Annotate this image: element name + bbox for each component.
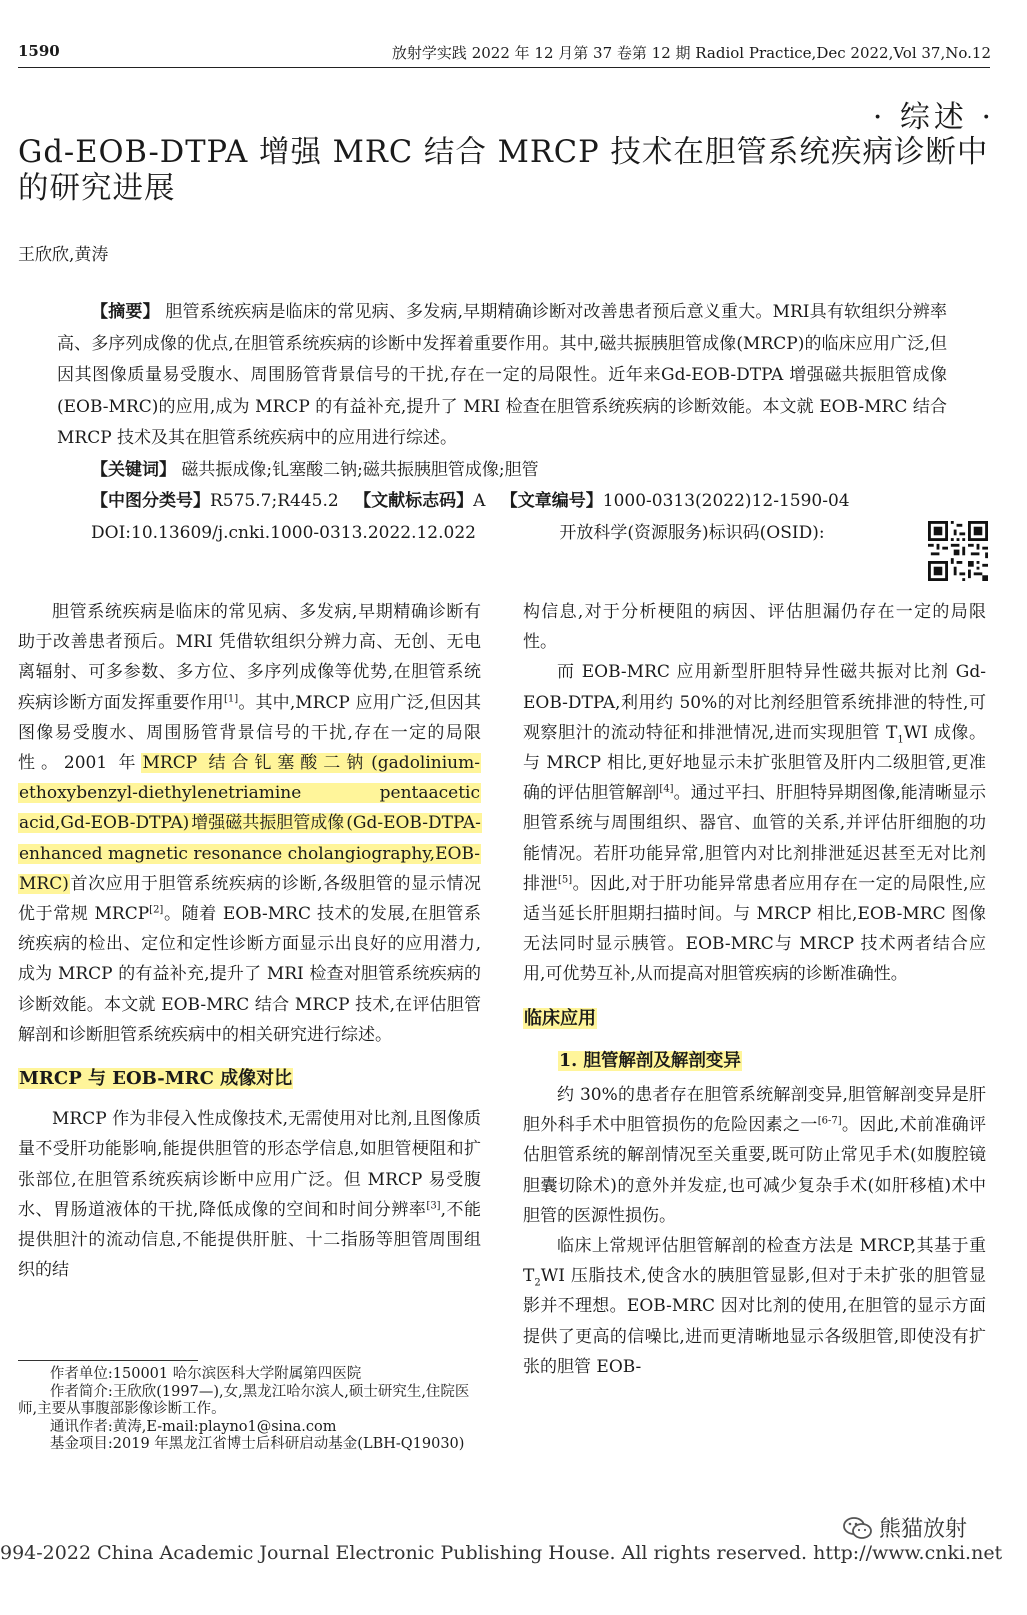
text-run: WI 成像。与 MRCP 相比,更好地显示未扩张胆管及肝内二级胆管,更准确的评估胆管解剖 bbox=[523, 722, 986, 804]
section-tag: · 综述 · bbox=[872, 100, 995, 135]
right-paragraph-2 bbox=[523, 1080, 986, 1231]
journal-running-header: 放射学实践 2022 年 12 月第 37 卷第 12 期 Radiol Practice,Dec 2022,Vol 37,No.12 bbox=[391, 44, 991, 62]
text-run: 。其中,MRCP 应用广泛,但因其图像易受腹水、周围肠管背景信号的干扰,存在一定的局限性。2001 年 bbox=[18, 692, 481, 774]
article-number-label: 【文章编号】 bbox=[500, 491, 603, 511]
text-run: ,不能提供胆汁的流动信息,不能提供肝脏、十二指肠等胆管周围组织的结 bbox=[18, 1199, 481, 1281]
left-column bbox=[18, 597, 481, 1285]
clc-value: R575.7;R445.2 bbox=[210, 491, 339, 511]
text-run: 约 30%的患者存在胆管系统解剖变异,胆管解剖变异是肝胆外科手术中胆管损伤的危险因素之一 bbox=[523, 1085, 986, 1136]
subscript: 2 bbox=[534, 1277, 541, 1289]
text-run: MRCP 作为非侵入性成像技术,无需使用对比剂,且图像质量不受肝功能影响,能提供胆管的形态学信息,如胆管梗阻和扩张部位,在胆管系统疾病诊断中应用广泛。但 MRCP 易受腹水、胃肠道液体的干扰,降低成像的空间和时间分辨率 bbox=[18, 1109, 481, 1220]
subsection-heading-anatomy bbox=[523, 1046, 986, 1076]
text-run: 。随着 EOB-MRC 技术的发展,在胆管系统疾病的检出、定位和定性诊断方面显示出良好的应用潜力,成为 MRCP 的有益补充,提升了 MRI 检查对胆管系统疾病的诊断效能。本文就 EOB-MRC 结合 MRCP 技术,在评估胆管解剖和诊断胆管系统疾病中的相关研究进行综述。 bbox=[18, 904, 481, 1045]
footnote-corresponding: 通讯作者:黄涛,E-mail:playno1@sina.com bbox=[49, 1418, 337, 1435]
section-heading-text: MRCP 与 EOB-MRC 成像对比 bbox=[19, 1068, 293, 1090]
classification-line bbox=[57, 486, 947, 518]
text-run: 而 EOB-MRC 应用新型肝胆特异性磁共振对比剂 Gd-EOB-DTPA,利用约 50%的对比剂经胆管系统排泄的特性,可观察胆汁的流动特征和排泄情况,进而实现胆管 T bbox=[523, 662, 986, 743]
page-number: 1590 bbox=[18, 42, 60, 60]
subscript: 1 bbox=[897, 734, 904, 746]
footnote-rule bbox=[18, 1360, 198, 1361]
highlighted-text: (Gd-EOB-DTPA-enhanced magnetic resonance cholangiography,EOB-MRC) bbox=[19, 813, 481, 894]
citation-ref[interactable]: [1] bbox=[223, 692, 239, 704]
keywords-line bbox=[57, 455, 947, 487]
text-run: 。通过平扫、肝胆特异期图像,能清晰显示胆管系统与周围组织、器官、血管的关系,并评估肝细胞的功能情况。若肝功能异常,胆管内对比剂排泄延迟甚至无对比剂排泄 bbox=[523, 783, 986, 894]
clc-label: 【中图分类号】 bbox=[91, 491, 210, 511]
doi-line bbox=[57, 518, 947, 550]
keywords: 磁共振成像;钆塞酸二钠;磁共振胰胆管成像;胆管 bbox=[176, 459, 539, 480]
text-run: 。因此,对于肝功能异常患者应用存在一定的局限性,应适当延长肝胆期扫描时间。与 MRCP 相比,EOB-MRC 图像无法同时显示胰管。EOB-MRC与 MRCP 技术两者结合应用,可优势互补,从而提高对胆管疾病的诊断准确性。 bbox=[523, 873, 986, 985]
highlighted-text: MRCP 结合钆塞酸二钠 bbox=[142, 753, 370, 774]
doc-code-label: 【文献标志码】 bbox=[354, 491, 474, 511]
footnotes bbox=[18, 1366, 481, 1454]
section-heading-comparison bbox=[18, 1064, 481, 1094]
authors: 王欣欣,黄涛 bbox=[18, 245, 109, 265]
osid-label: 开放科学(资源服务)标识码(OSID): bbox=[559, 522, 825, 543]
header-rule bbox=[18, 67, 990, 68]
text-run: 首次应用于胆管系统疾病的诊断,各级胆管的显示情况优于常规 MRCP bbox=[18, 873, 481, 925]
right-paragraph-0: 构信息,对于分析梗阻的病因、评估胆漏仍存在一定的局限性。 bbox=[523, 602, 986, 653]
watermark bbox=[843, 1512, 967, 1543]
text-run: 临床上常规评估胆管解剖的检查方法是 MRCP,其基于重 T bbox=[523, 1236, 986, 1287]
citation-ref[interactable]: [3] bbox=[426, 1200, 441, 1212]
text-run: 。因此,术前准确评估胆管系统的解剖情况至关重要,既可防止常见手术(如腹腔镜胆囊切除术)的意外并发症,也可减少复杂手术(如肝移植)术中胆管的医源性损伤。 bbox=[523, 1115, 987, 1226]
text-run: WI 压脂技术,使含水的胰胆管显影,但对于未扩张的胆管显影并不理想。EOB-MRC 因对比剂的使用,在胆管的显示方面提供了更高的信噪比,进而更清晰地显示各级胆管,即使没有扩张的胆管 EOB- bbox=[523, 1266, 986, 1377]
abstract-text: 胆管系统疾病是临床的常见病、多发病,早期精确诊断对改善患者预后意义重大。MRI具有软组织分辨率高、多序列成像的优点,在胆管系统疾病的诊断中发挥着重要作用。其中,磁共振胰胆管成像(MRCP)的临床应用广泛,但因其图像质量易受腹水、周围肠管背景信号的干扰,存在一定的局限性。近年来Gd-EOB-DTPA 增强磁共振胆管成像(EOB-MRC)的应用,成为 MRCP 的有益补充,提升了 MRI 检查在胆管系统疾病的诊断效能。本文就 EOB-MRC 结合 MRCP 技术及其在胆管系统疾病中的应用进行综述。 bbox=[57, 302, 948, 448]
left-paragraph-2 bbox=[18, 1104, 481, 1285]
citation-ref[interactable]: [4] bbox=[659, 783, 674, 795]
left-paragraph-1 bbox=[18, 597, 481, 1050]
section-heading-clinical bbox=[523, 1004, 986, 1034]
article-number-value: 1000-0313(2022)12-1590-04 bbox=[602, 491, 850, 511]
doc-code-value: A bbox=[473, 491, 486, 511]
article-title: Gd-EOB-DTPA 增强 MRC 结合 MRCP 技术在胆管系统疾病诊断中的研究进展 bbox=[18, 135, 989, 206]
footnote-funding: 基金项目:2019 年黑龙江省博士后科研启动基金(LBH-Q19030) bbox=[49, 1436, 465, 1452]
citation-ref[interactable]: [2] bbox=[149, 904, 164, 916]
keywords-label: 【关键词】 bbox=[91, 459, 176, 480]
citation-ref[interactable]: [6-7] bbox=[817, 1115, 842, 1127]
section-heading-text: 临床应用 bbox=[524, 1007, 596, 1029]
footnote-unit: 作者单位:150001 哈尔滨医科大学附属第四医院 bbox=[49, 1366, 362, 1382]
right-column bbox=[523, 597, 986, 1382]
highlighted-text: 增强磁共振胆管成像 bbox=[191, 813, 345, 834]
copyright-footer: 994-2022 China Academic Journal Electronic Publishing House. All rights reserved. http://www.cnki.net bbox=[0, 1542, 1003, 1564]
right-paragraph-1 bbox=[523, 657, 986, 989]
wechat-icon bbox=[843, 1515, 873, 1541]
watermark-text: 熊猫放射 bbox=[878, 1517, 967, 1542]
footnote-author-intro: 作者简介:王欣欣(1997—),女,黑龙江哈尔滨人,硕士研究生,住院医师,主要从事腹部影像诊断工作。 bbox=[18, 1383, 470, 1417]
text-run: 胆管系统疾病是临床的常见病、多发病,早期精确诊断有助于改善患者预后。MRI 凭借软组织分辨力高、无创、无电离辐射、可多参数、多方位、多序列成像等优势,在胆管系统疾病诊断方面发挥重要作用 bbox=[18, 602, 481, 713]
right-paragraph-3 bbox=[523, 1231, 986, 1382]
abstract-label: 【摘要】 bbox=[91, 302, 160, 322]
doi-link[interactable]: DOI:10.13609/j.cnki.1000-0313.2022.12.022 bbox=[91, 522, 476, 543]
citation-ref[interactable]: [5] bbox=[557, 874, 573, 886]
subsection-heading-text: 1. 胆管解剖及解剖变异 bbox=[559, 1050, 741, 1071]
abstract-paragraph bbox=[57, 297, 947, 455]
highlighted-text: (gadolinium-ethoxybenzyl-diethylenetriamine pentaacetic acid,Gd-EOB-DTPA) bbox=[19, 753, 480, 834]
qr-code-icon bbox=[928, 521, 988, 581]
abstract-block bbox=[57, 297, 947, 549]
